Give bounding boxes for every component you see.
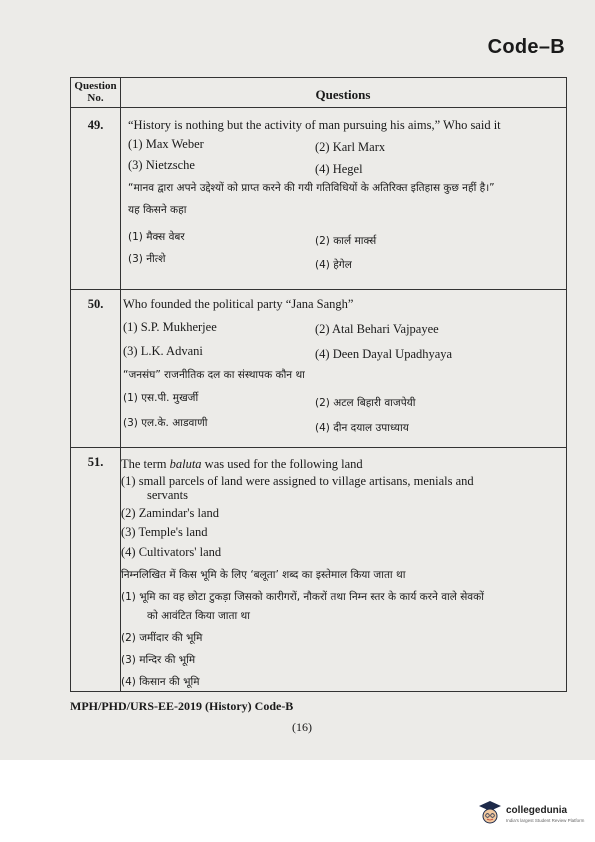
option: (3) L.K. Advani — [123, 344, 203, 358]
option: (3) Temple's land — [121, 525, 208, 539]
option-hindi: (2) अटल बिहारी वाजपेयी — [315, 397, 416, 409]
option-hindi: (2) जमींदार की भूमि — [121, 632, 203, 644]
option-hindi: (1) एस.पी. मुखर्जी — [123, 392, 199, 404]
option: (3) Nietzsche — [128, 158, 195, 172]
option: (2) Zamindar's land — [121, 506, 220, 520]
option-hindi: (4) किसान की भूमि — [121, 676, 200, 688]
row-divider — [71, 447, 566, 448]
question-text-hindi: “मानव द्वारा अपने उद्देश्यों को प्राप्त करने की गयी गतिविधियों के अतिरिक्त इतिहास कुछ नहीं है।” — [128, 182, 495, 194]
question-text: The term baluta was used for the following land — [121, 457, 363, 471]
option-hindi: (3) नीत्शे — [128, 253, 166, 265]
option-hindi-continuation: को आवंटित किया जाता था — [147, 610, 250, 622]
option-hindi: (3) एल.के. आडवाणी — [123, 417, 208, 429]
brand-tagline: India's largest Student Review Platform — [506, 818, 585, 823]
question-text: Who founded the political party “Jana Sangh” — [123, 297, 354, 311]
option-hindi: (3) मन्दिर की भूमि — [121, 654, 196, 666]
question-text-hindi: निम्नलिखित में किस भूमि के लिए ‘बलूता’ शब्द का इस्तेमाल किया जाता था — [121, 569, 406, 581]
option: (4) Deen Dayal Upadhyaya — [315, 347, 453, 361]
option: (2) Atal Behari Vajpayee — [315, 322, 439, 336]
question-number: 50. — [87, 297, 104, 311]
page-number: (16) — [292, 720, 312, 734]
option: (1) Max Weber — [128, 137, 204, 151]
question-text: “History is nothing but the activity of man pursuing his aims,” Who said it — [128, 118, 501, 132]
question-number: 49. — [87, 118, 104, 132]
option-hindi: (1) भूमि का वह छोटा टुकड़ा जिसको कारीगरों, नौकरों तथा निम्न स्तर के कार्य करने वाले सेवकों — [121, 591, 484, 603]
question-table — [70, 77, 567, 692]
question-text-hindi: यह किसने कहा — [128, 204, 187, 216]
column-header-questions: Questions — [315, 87, 371, 102]
paper-code: Code–B — [487, 36, 565, 58]
question-text-hindi: “जनसंघ” राजनीतिक दल का संस्थापक कौन था — [123, 369, 305, 381]
exam-code-footer: MPH/PHD/URS-EE-2019 (History) Code-B — [70, 699, 294, 713]
option-hindi: (4) हेगेल — [315, 259, 352, 271]
brand-name: collegedunia — [506, 805, 568, 816]
option-hindi: (1) मैक्स वेबर — [128, 231, 185, 243]
option: (4) Hegel — [315, 162, 363, 176]
header-divider — [71, 107, 566, 108]
option-continuation: servants — [147, 488, 188, 502]
option-hindi: (2) कार्ल मार्क्स — [315, 235, 377, 247]
option: (1) S.P. Mukherjee — [123, 320, 217, 334]
question-number: 51. — [87, 455, 104, 469]
graduate-avatar-icon — [478, 800, 502, 828]
row-divider — [71, 289, 566, 290]
option-hindi: (4) दीन दयाल उपाध्याय — [315, 422, 409, 434]
option: (4) Cultivators' land — [121, 545, 222, 559]
collegedunia-watermark — [478, 800, 588, 832]
option: (1) small parcels of land were assigned to village artisans, menials and — [121, 474, 474, 488]
column-header-number: Question No. — [74, 80, 117, 104]
option: (2) Karl Marx — [315, 140, 386, 154]
